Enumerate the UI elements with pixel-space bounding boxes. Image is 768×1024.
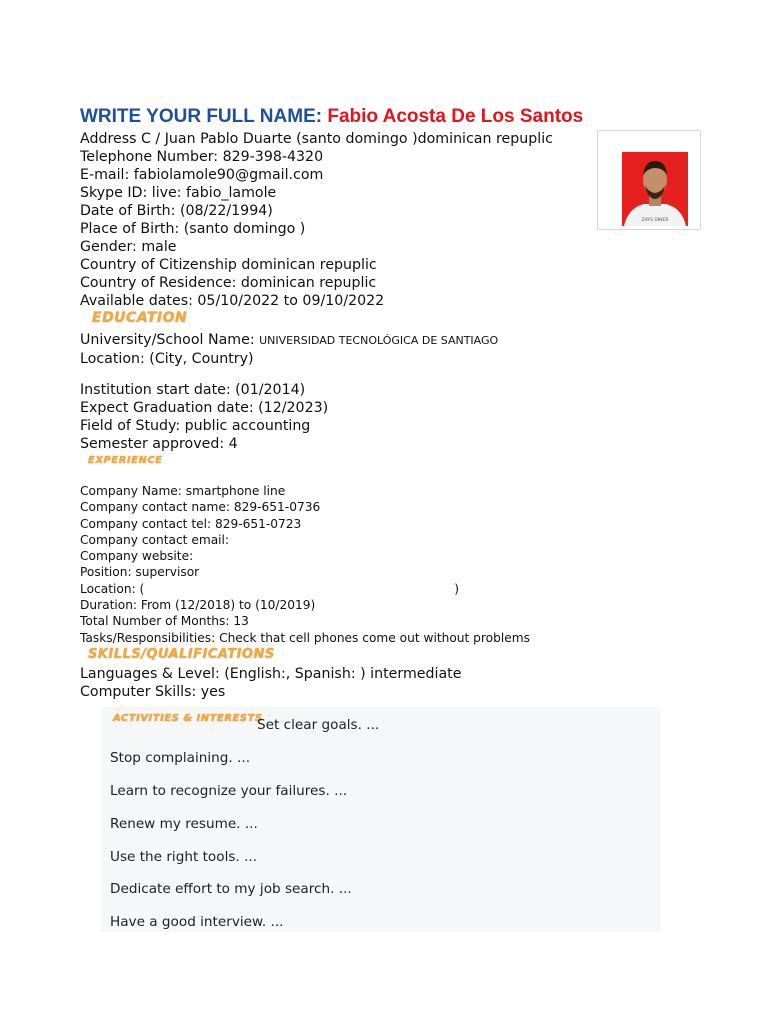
education-location: Location: (City, Country) <box>80 351 254 367</box>
duration: Duration: From (12/2018) to (10/2019) <box>80 598 316 613</box>
activities-heading: ACTIVITIES & INTERESTS <box>113 713 263 724</box>
company-name: Company Name: smartphone line <box>80 484 286 498</box>
languages-level: Languages & Level: (English:, Spanish: ) intermediate <box>80 666 462 682</box>
tasks-responsibilities: Tasks/Responsibilities: Check that cell phones come out without problems <box>80 630 530 645</box>
birth-date-line: Date of Birth: (08/22/1994) <box>80 203 273 220</box>
telephone-line: Telephone Number: 829-398-4320 <box>80 149 324 166</box>
computer-skills: Computer Skills: yes <box>80 683 226 700</box>
profile-photo <box>622 152 688 226</box>
residence-line: Country of Residence: dominican repuplic <box>80 275 377 292</box>
activity-item: Learn to recognize your failures. ... <box>110 783 348 799</box>
education-details <box>80 381 328 453</box>
activity-item: Dedicate effort to my job search. ... <box>110 881 352 897</box>
university-label: University/School Name: <box>80 332 260 348</box>
semester-approved: Semester approved: 4 <box>80 436 238 452</box>
education-heading: EDUCATION <box>92 310 188 326</box>
gender-line: Gender: male <box>80 239 177 256</box>
full-name-label: WRITE YOUR FULL NAME: <box>80 106 323 127</box>
company-contact-tel: Company contact tel: 829-651-0723 <box>80 516 302 531</box>
skills-heading: SKILLS/QUALIFICATIONS <box>88 647 275 662</box>
person-portrait-icon <box>622 152 688 226</box>
profile-photo-frame <box>597 130 701 230</box>
company-contact-email: Company contact email: <box>80 532 230 547</box>
position: Position: supervisor <box>80 565 200 580</box>
activity-item: Set clear goals. ... <box>257 717 380 733</box>
education-school <box>80 331 498 368</box>
experience-details <box>80 483 530 646</box>
activity-item: Stop complaining. ... <box>110 750 251 766</box>
experience-location: Location: ( ) <box>80 581 459 596</box>
photo-shirt-text: ZAYS DINER <box>641 218 669 223</box>
university-value: UNIVERSIDAD TECNOLÓGICA DE SANTIAGO <box>259 334 499 347</box>
resume-title <box>80 106 583 128</box>
activity-item: Have a good interview. ... <box>110 914 284 930</box>
activity-item: Use the right tools. ... <box>110 849 258 865</box>
address-line: Address C / Juan Pablo Duarte (santo domingo )dominican repuplic <box>80 131 553 147</box>
total-months: Total Number of Months: 13 <box>80 614 249 629</box>
citizenship-line: Country of Citizenship dominican repuplic <box>80 257 377 274</box>
activity-item: Renew my resume. ... <box>110 816 258 832</box>
company-contact-name: Company contact name: 829-651-0736 <box>80 500 321 515</box>
company-website: Company website: <box>80 549 194 564</box>
available-dates-line: Available dates: 05/10/2022 to 09/10/2022 <box>80 293 385 310</box>
email-line: E-mail: fabiolamole90@gmail.com <box>80 167 324 184</box>
skills-details <box>80 666 461 701</box>
birth-place-line: Place of Birth: (santo domingo ) <box>80 221 306 238</box>
full-name: Fabio Acosta De Los Santos <box>327 106 584 127</box>
skype-line: Skype ID: live: fabio_lamole <box>80 185 277 202</box>
graduation-date: Expect Graduation date: (12/2023) <box>80 400 329 416</box>
personal-info <box>80 130 553 310</box>
experience-heading: EXPERIENCE <box>88 455 163 466</box>
field-of-study: Field of Study: public accounting <box>80 418 311 434</box>
institution-start-date: Institution start date: (01/2014) <box>80 382 306 398</box>
